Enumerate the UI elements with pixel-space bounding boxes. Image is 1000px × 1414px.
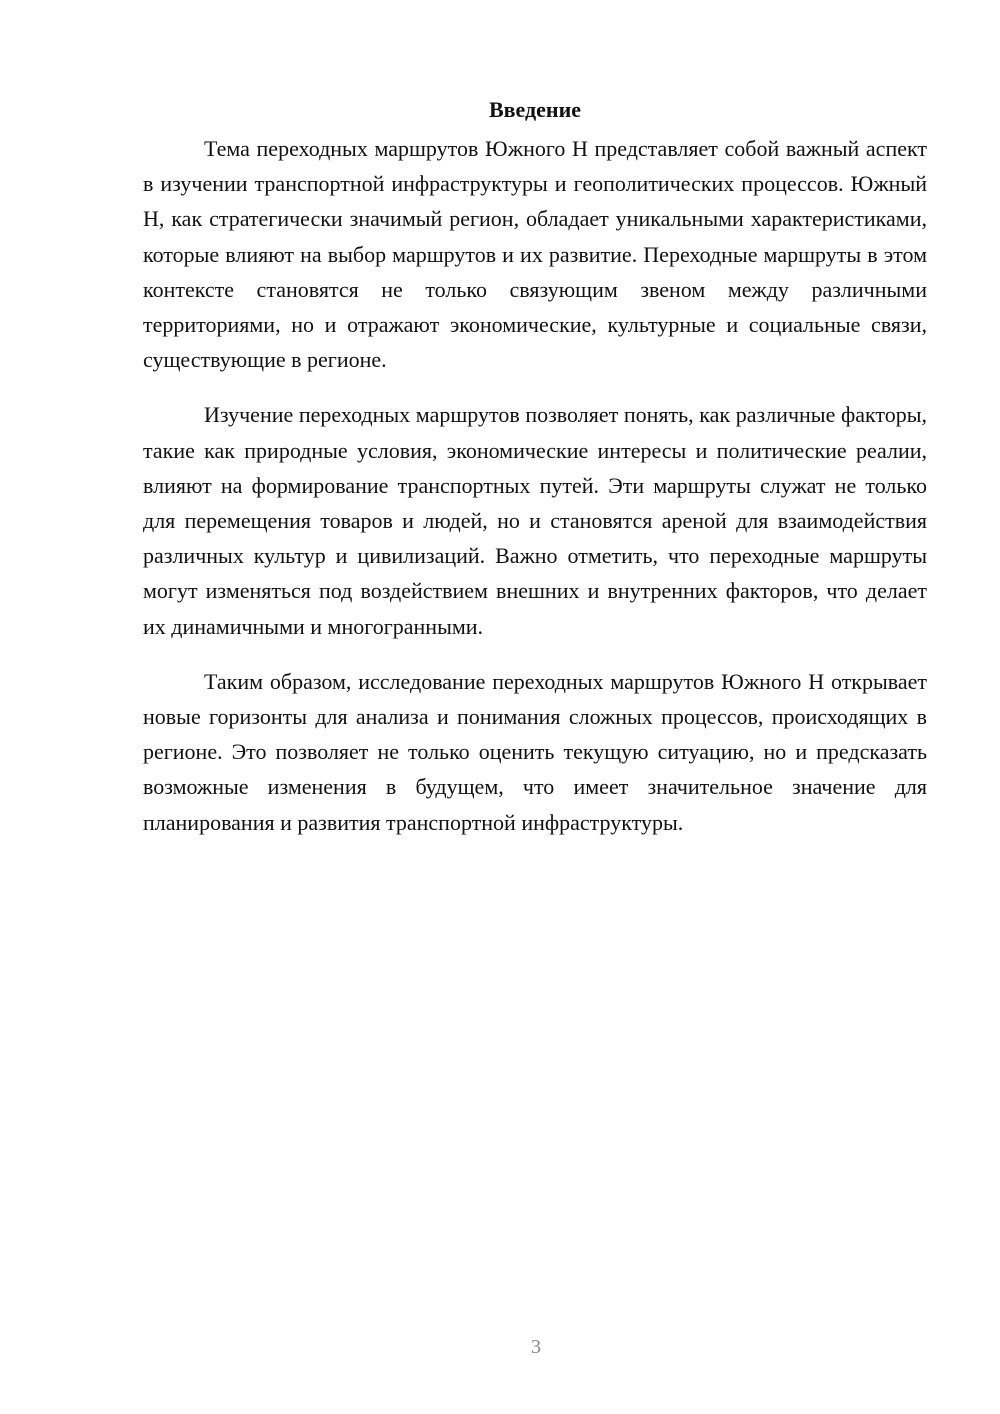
paragraph-3: Таким образом, исследование переходных маршрутов Южного Н открывает новые горизонты для анализа и понимания сложных процессов, происходящих в регионе. Это позволяет не только оценить текущую ситуацию, но и предсказать возможные изменения в будущем, что имеет значительное значение для планирования и развития транспортной инфраструктуры. (143, 668, 927, 835)
page-content (143, 92, 927, 860)
page-number: 3 (531, 1336, 541, 1358)
paragraph-1: Тема переходных маршрутов Южного Н представляет собой важный аспект в изучении транспортной инфраструктуры и геополитических процессов. Южный Н, как стратегически значимый регион, обладает уникальными характеристиками, которые влияют на выбор маршрутов и их развитие. Переходные маршруты в этом контексте становятся не только связующим звеном между различными территориями, но и отражают экономические, культурные и социальные связи, существующие в регионе. (143, 136, 927, 373)
paragraph-2: Изучение переходных маршрутов позволяет понять, как различные факторы, такие как природные условия, экономические интересы и политические реалии, влияют на формирование транспортных путей. Эти маршруты служат не только для перемещения товаров и людей, но и становятся ареной для взаимодействия различных культур и цивилизаций. Важно отметить, что переходные маршруты могут изменяться под воздействием внешних и внутренних факторов, что делает их динамичными и многогранными. (143, 402, 927, 639)
section-heading: Введение (488, 97, 582, 122)
